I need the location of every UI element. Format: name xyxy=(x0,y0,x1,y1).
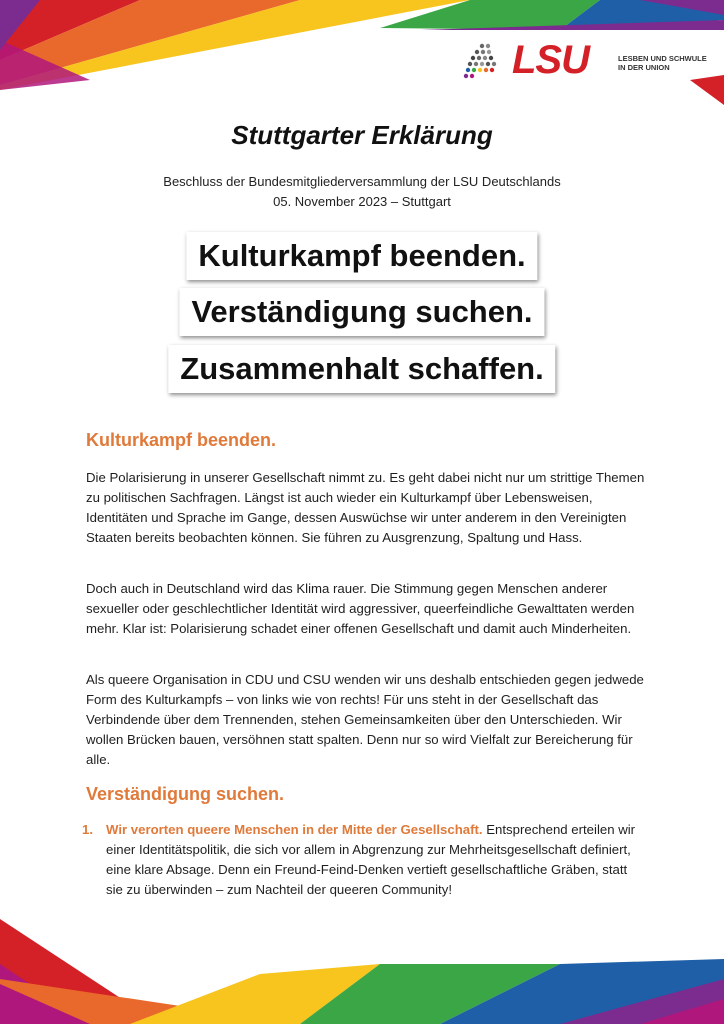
logo-wordmark: LSU xyxy=(512,38,589,82)
section-heading-verstaendigung: Verständigung suchen. xyxy=(86,784,285,804)
subtitle-line-1: Beschluss der Bundesmitgliederversammlung der LSU Deutschlands xyxy=(163,174,561,189)
document-subtitle xyxy=(0,172,724,212)
lsu-logo xyxy=(460,38,707,82)
paragraph: Die Polarisierung in unserer Gesellschaft nimmt zu. Es geht dabei nicht nur um strittige Themen zu politischen Sachfragen. Längst ist auch wieder ein Kulturkampf über Lebensweisen, Identitäten und Sprache im Gange, dessen Auswüchse wir unter anderem in den Vereinigten Staaten bereits beobachten können. Sie führen zu Ausgrenzung, Spaltung und Hass. xyxy=(86,470,645,545)
list-number: 1. xyxy=(82,822,93,837)
rainbow-band-bottom xyxy=(0,904,724,1024)
list-item xyxy=(82,820,646,900)
section-heading-kulturkampf: Kulturkampf beenden. xyxy=(86,430,277,450)
document-title: Stuttgarter Erklärung xyxy=(231,120,493,150)
list-item-lead: Wir verorten queere Menschen in der Mitte der Gesellschaft. xyxy=(106,822,483,837)
logo-subtitle: LESBEN UND SCHWULE IN DER UNION xyxy=(618,54,707,72)
paragraph: Als queere Organisation in CDU und CSU wenden wir uns deshalb entschieden gegen jedwede Form des Kulturkampfs – von links wie von rechts! Für uns steht in der Gesellschaft das Verbindende über dem Trennenden, stehen Gemeinsamkeiten über den Unterschieden. Wir wollen Brücken bauen, versöhnen statt spalten. Denn nur so wird Vielfalt zur Bereicherung für alle. xyxy=(86,672,644,767)
paragraph: Doch auch in Deutschland wird das Klima rauer. Die Stimmung gegen Menschen anderer sexueller oder geschlechtlicher Identität wird aggressiver, queerfeindliche Gewalttaten werden mehr. Klar ist: Polarisierung schadet einer offenen Gesellschaft und damit auch Minderheiten. xyxy=(86,581,635,636)
subtitle-line-2: 05. November 2023 – Stuttgart xyxy=(273,194,451,209)
dot-grid-icon xyxy=(460,40,500,80)
slogan-box-1: Kulturkampf beenden. xyxy=(186,232,537,280)
list-item-text: Entsprechend erteilen wir einer Identitätspolitik, die sich vor allem in Abgrenzung zur Mehrheitsgesellschaft definiert, eine klare Absage. Denn ein Freund-Feind-Denken vertieft gesellschaftliche Gräben, statt sie zu überwinden – zum Nachteil der queeren Community! xyxy=(106,822,636,897)
slogan-box-3: Zusammenhalt schaffen. xyxy=(168,345,555,393)
slogan-box-2: Verständigung suchen. xyxy=(179,288,544,336)
